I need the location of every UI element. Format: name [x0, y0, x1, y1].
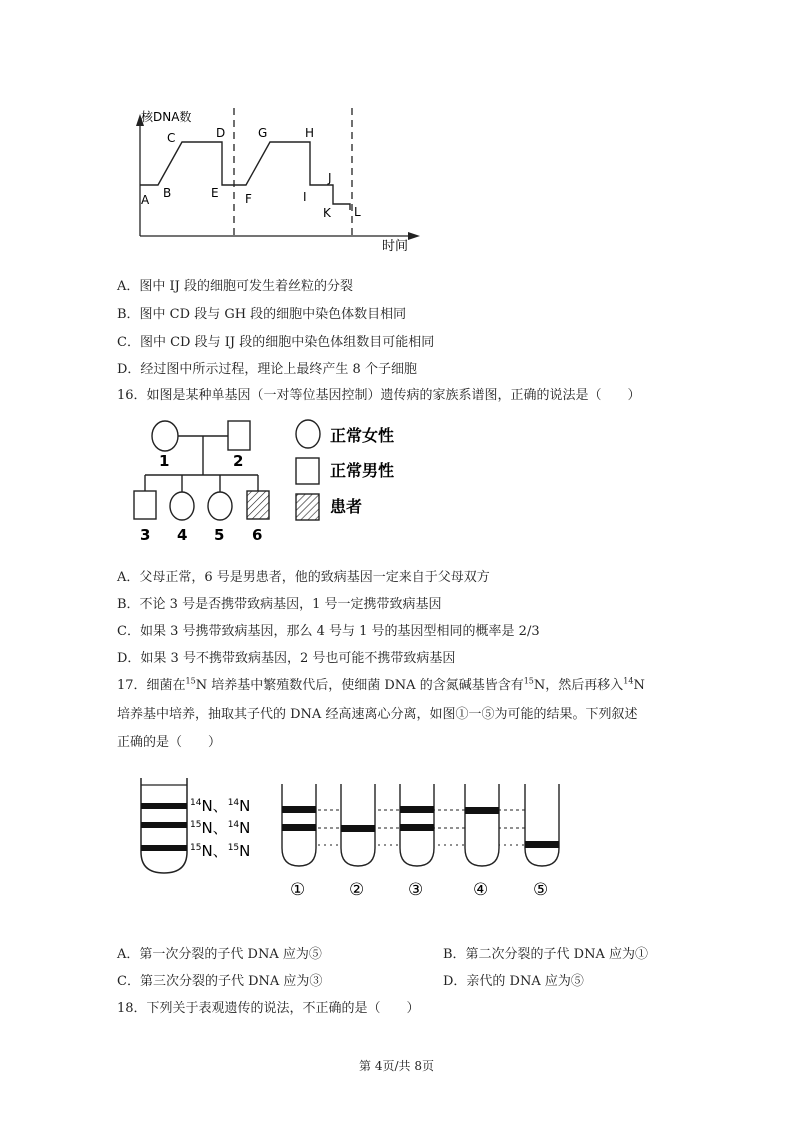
tube-label: ② — [349, 880, 365, 900]
pedigree-label: 5 — [214, 526, 225, 544]
ref-label-15-14: $^{15}$N、$^{14}$N — [190, 819, 251, 837]
q17-option-c: C．第三次分裂的子代 DNA 应为③ — [117, 974, 323, 989]
point-label: L — [354, 205, 361, 219]
tube-label: ③ — [408, 880, 424, 900]
q17-option-a: A．第一次分裂的子代 DNA 应为⑤ — [117, 947, 322, 962]
pedigree-label: 2 — [233, 452, 244, 470]
q16-option-d: D．如果 3 号不携带致病基因，2 号也可能不携带致病基因 — [117, 651, 456, 666]
pedigree-label: 3 — [140, 526, 151, 544]
pedigree-label: 1 — [159, 452, 170, 470]
point-label: I — [303, 190, 307, 204]
pedigree-label: 6 — [252, 526, 263, 544]
q16-option-c: C．如果 3 号携带致病基因，那么 4 号与 1 号的基因型相同的概率是 2/3 — [117, 624, 540, 639]
q17-option-d: D．亲代的 DNA 应为⑤ — [443, 974, 584, 989]
point-label: A — [141, 193, 150, 207]
ref-label-15-15: $^{15}$N、$^{15}$N — [190, 842, 251, 860]
q16-option-b: B．不论 3 号是否携带致病基因，1 号一定携带致病基因 — [117, 597, 442, 612]
q15-option-c: C．图中 CD 段与 IJ 段的细胞中染色体组数目可能相同 — [117, 335, 435, 350]
tube-label: ④ — [473, 880, 489, 900]
q18-stem: 18．下列关于表观遗传的说法，不正确的是（ ） — [117, 1001, 420, 1016]
point-label: B — [163, 186, 172, 200]
pedigree-label: 4 — [177, 526, 188, 544]
q17-stem-line3: 正确的是（ ） — [117, 735, 222, 750]
q17-stem-line2: 培养基中培养，抽取其子代的 DNA 经高速离心分离，如图①一⑤为可能的结果。下列叙述 — [117, 707, 638, 722]
band-15-14 — [141, 822, 187, 828]
legend-label: 正常女性 — [330, 426, 395, 445]
q15-option-a: A．图中 IJ 段的细胞可发生着丝粒的分裂 — [117, 279, 353, 294]
point-label: E — [211, 186, 219, 200]
y-axis-label: 核DNA数 — [141, 110, 192, 124]
point-label: G — [258, 126, 268, 140]
point-label: H — [305, 126, 315, 140]
point-label: C — [167, 131, 176, 145]
x-axis-label: 时间 — [382, 239, 409, 254]
point-label: K — [323, 206, 331, 220]
q17-stem-line1: 17．细菌在$^{15}$N 培养基中繁殖数代后，使细菌 DNA 的含氮碱基皆含有$^{15}$N，然后再移入$^{14}$N — [117, 676, 645, 693]
point-label: F — [245, 192, 252, 206]
point-label: D — [216, 126, 226, 140]
legend-label: 正常男性 — [330, 461, 395, 480]
legend-label: 患者 — [330, 497, 363, 516]
band-15-15 — [141, 845, 187, 851]
page-footer: 第 4页/共 8页 — [359, 1059, 434, 1073]
q15-option-b: B．图中 CD 段与 GH 段的细胞中染色体数目相同 — [117, 307, 407, 322]
q17-option-b: B．第二次分裂的子代 DNA 应为① — [443, 947, 649, 962]
tube-4 — [465, 784, 499, 866]
tube-label: ① — [290, 880, 306, 900]
band-14-14 — [141, 803, 187, 809]
q16-stem: 16．如图是某种单基因（一对等位基因控制）遗传病的家族系谱图，正确的说法是（ ） — [117, 388, 641, 403]
tube-5 — [525, 784, 559, 866]
q15-option-d: D．经过图中所示过程，理论上最终产生 8 个子细胞 — [117, 362, 417, 377]
tube-label: ⑤ — [533, 880, 549, 900]
point-label: J — [328, 171, 332, 185]
q16-option-a: A．父母正常，6 号是男患者，他的致病基因一定来自于父母双方 — [117, 570, 490, 585]
ref-label-14-14: $^{14}$N、$^{14}$N — [190, 797, 251, 815]
